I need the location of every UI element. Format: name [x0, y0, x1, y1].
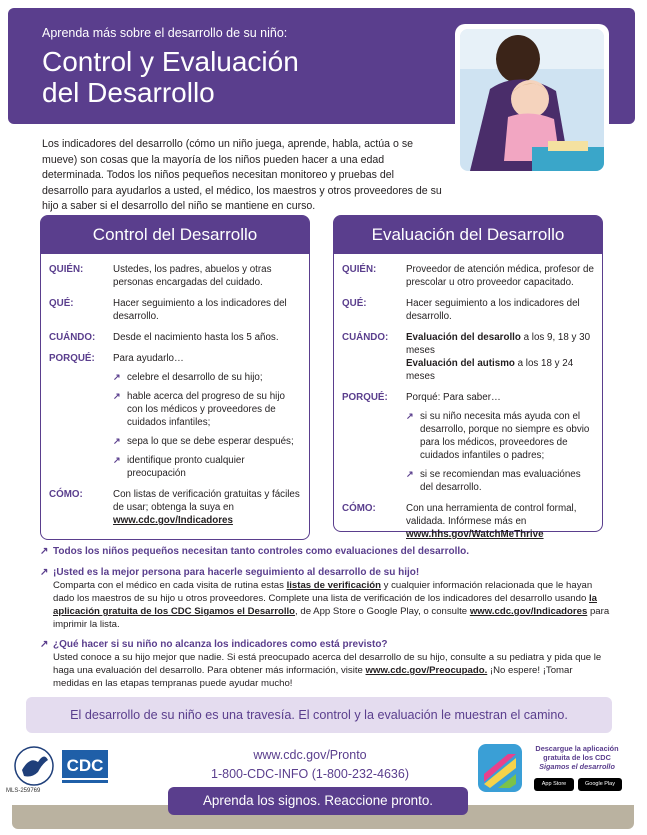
phone-number: 1-800-CDC-INFO (1-800-232-4636)	[211, 767, 409, 781]
intro-paragraph: Los indicadores del desarrollo (cómo un niño juega, aprende, habla, actúa o se mueve) son cosas que la mayoría de los niños pueden hacer a una edad determinada. Todos los niños pequeños necesitan monitoreo y pruebas del desarrollo para ayudarlos a usted, el médico, los maestros y otros proveedores de su hijo a saber si el desarrollo del niño se mantiene en curso.	[42, 138, 442, 212]
cdc-logo-icon	[62, 750, 108, 783]
cuando-item-2-text: a los 18 y 24 meses	[406, 358, 574, 382]
cuando-item-2	[406, 357, 594, 383]
slogan-badge: Aprenda los signos. Reaccione pronto.	[168, 787, 468, 815]
mls-code: MLS-259769	[6, 788, 41, 794]
title-line-2: del Desarrollo	[42, 77, 215, 108]
porque-label: PORQUÉ:	[49, 353, 95, 364]
evaluacion-box	[333, 215, 603, 540]
contact-info	[190, 746, 430, 784]
control-heading: Control del Desarrollo	[41, 216, 309, 254]
eval-que-row	[342, 297, 594, 323]
control-como-row	[49, 488, 301, 527]
indicadores-link-2[interactable]: www.cdc.gov/Indicadores	[469, 606, 588, 617]
que-value: Hacer seguimiento a los indicadores del desarrollo.	[113, 298, 287, 322]
note-2-part-b: y cualquier información relacionada que le hayan dado los maestros de su hijo u otros proveedores. Complete una lista de verificación de los indicadores del desarrollo usando	[53, 580, 593, 604]
note-2-part-c: , de App Store o Google Play, o consulte	[295, 606, 470, 617]
list-item: ↗ sepa lo que se debe esperar después;	[113, 435, 301, 448]
app-text-line-1: Descargue la aplicación	[535, 744, 619, 753]
evaluacion-heading: Evaluación del Desarrollo	[334, 216, 602, 254]
note-3-part-b: ¡No espere! ¡Tomar medidas en las etapas tempranas puede ayudar mucho!	[53, 665, 573, 689]
control-quien-row	[49, 263, 301, 289]
title-line-1: Control y Evaluación	[42, 46, 299, 77]
quien-label: QUIÉN:	[49, 264, 84, 275]
cuando-label: CUÁNDO:	[49, 332, 96, 343]
eval-porque-row	[342, 391, 594, 494]
hhs-cdc-logos	[8, 742, 148, 792]
note-2-text	[40, 579, 610, 631]
header-subtitle: Aprenda más sobre el desarrollo de su niño:	[42, 26, 288, 40]
control-que-row	[49, 297, 301, 323]
note-3-text	[40, 651, 610, 690]
notes-section	[40, 545, 610, 697]
app-store-button[interactable]: App Store	[534, 778, 574, 791]
que-label: QUÉ:	[49, 298, 74, 309]
google-play-button[interactable]: Google Play	[578, 778, 622, 791]
app-icon	[478, 744, 522, 792]
como-label: CÓMO:	[342, 503, 376, 514]
watchmethrive-link[interactable]: www.hhs.gov/WatchMeThrive	[406, 529, 544, 540]
note-3-heading: ↗ ¿Qué hacer si su niño no alcanza los indicadores como está previsto?	[40, 638, 610, 651]
list-item: ↗ identifique pronto cualquier preocupación	[113, 454, 301, 480]
note-2-part-d: para imprimir la lista.	[53, 606, 610, 630]
list-item: ↗ celebre el desarrollo de su hijo;	[113, 371, 301, 384]
cuando-item-1-text: a los 9, 18 y 30 meses	[406, 332, 591, 356]
note-1-heading: ↗ Todos los niños pequeños necesitan tanto controles como evaluaciones del desarrollo.	[40, 545, 610, 558]
child-photo	[455, 24, 609, 176]
app-link[interactable]: la aplicación gratuita de los CDC Sigamos el Desarrollo	[53, 593, 597, 617]
porque-intro: Porqué: Para saber…	[406, 392, 501, 403]
app-text-line-2: gratuita de los CDC	[543, 753, 611, 762]
que-value: Hacer seguimiento a los indicadores del desarrollo.	[406, 298, 580, 322]
eval-quien-row	[342, 263, 594, 289]
porque-label: PORQUÉ:	[342, 392, 388, 403]
como-label: CÓMO:	[49, 489, 83, 500]
indicadores-link[interactable]: www.cdc.gov/Indicadores	[113, 515, 233, 526]
app-text-line-3: Sigamos el desarrollo	[539, 762, 615, 771]
page-title	[42, 46, 299, 108]
list-item: ↗ si su niño necesita más ayuda con el desarrollo, porque no siempre es obvio para los médicos, proveedores de cuidados infantiles o padres;	[406, 410, 594, 462]
quien-value: Ustedes, los padres, abuelos y otras personas encargadas del cuidado.	[113, 264, 272, 288]
note-3-part-a: Usted conoce a su hijo mejor que nadie. Si está preocupado acerca del desarrollo de su hijo, consulte a su pediatra y pida que le haga una evaluación del desarrollo. Para obtener más información, visite	[53, 652, 602, 676]
list-item: ↗ hable acerca del progreso de su hijo con los médicos y proveedores de cuidados infantiles;	[113, 390, 301, 429]
hhs-eagle-icon	[15, 747, 53, 785]
cuando-value: Desde el nacimiento hasta los 5 años.	[113, 332, 279, 343]
cuando-item-1-bold: Evaluación del desarollo	[406, 332, 521, 343]
quien-value: Proveedor de atención médica, profesor de prescolar u otro proveedor capacitado.	[406, 264, 594, 288]
checklist-link[interactable]: listas de verificación	[286, 580, 381, 591]
quien-label: QUIÉN:	[342, 264, 377, 275]
note-2-part-a: Comparta con el médico en cada visita de rutina estas	[53, 580, 287, 591]
control-porque-row	[49, 352, 301, 480]
app-download	[478, 744, 628, 796]
como-value: Con listas de verificación gratuitas y fáciles de usar; obtenga la suya en	[113, 489, 300, 513]
note-2-heading: ↗ ¡Usted es la mejor persona para hacerle seguimiento al desarrollo de su hijo!	[40, 566, 610, 579]
child-photo-illustration	[460, 29, 604, 171]
website-link[interactable]: www.cdc.gov/Pronto	[253, 748, 367, 762]
como-value: Con una herramienta de control formal, validada. Infórmese más en	[406, 503, 577, 527]
cuando-item-2-bold: Evaluación del autismo	[406, 358, 515, 369]
eval-como-row	[342, 502, 594, 541]
journey-banner: El desarrollo de su niño es una travesía. El control y la evaluación le muestran el camino.	[26, 697, 612, 733]
control-box	[40, 215, 310, 540]
control-cuando-row	[49, 331, 301, 344]
porque-intro: Para ayudarlo…	[113, 353, 184, 364]
cdc-logo-text: CDC	[66, 756, 104, 775]
cuando-item-1	[406, 331, 594, 357]
preocupado-link[interactable]: www.cdc.gov/Preocupado.	[365, 665, 488, 676]
que-label: QUÉ:	[342, 298, 367, 309]
list-item: ↗ si se recomiendan mas evaluaciónes del desarrollo.	[406, 468, 594, 494]
app-text	[526, 744, 628, 771]
eval-cuando-row	[342, 331, 594, 383]
cuando-label: CUÁNDO:	[342, 332, 389, 343]
